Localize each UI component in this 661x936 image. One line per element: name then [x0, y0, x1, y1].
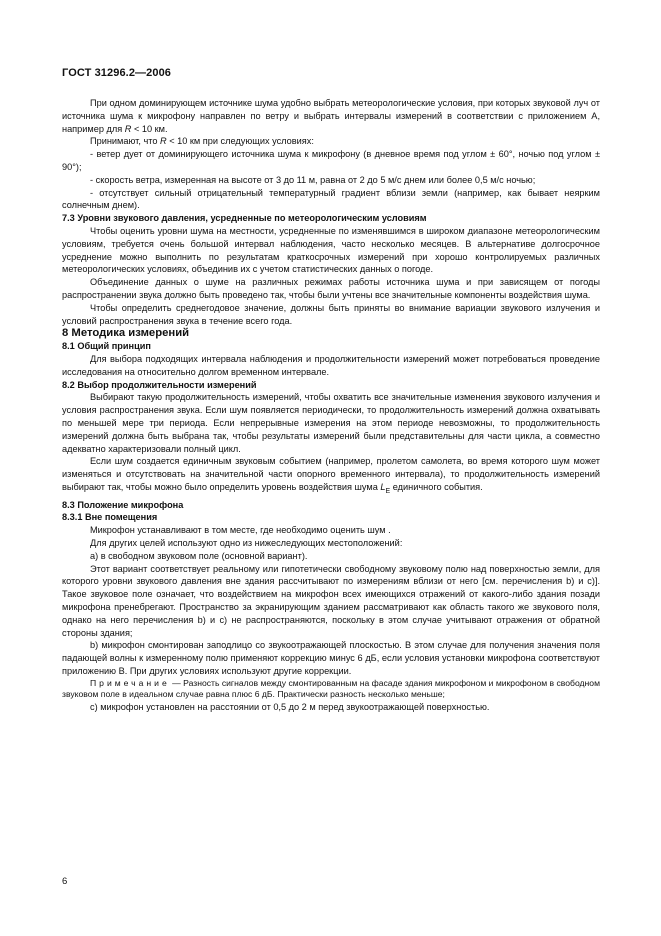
paragraph: Принимают, что R < 10 км при следующих условиях:: [90, 136, 314, 147]
paragraph: Этот вариант соответствует реальному или гипотетически свободному звуковому полю над поверхностью земли, для которого уровни звукового давления вне здания рассчитывают по измерениям вблизи от него [см. перечисления b) и c)]. Такое звуковое поле означает, что воздействием на микрофон всех имеющихся отражений от какого-либо здания позади микрофона пренебрегают. Пространство за экранирующим зданием рассматривают как область такого же звукового поля, однако на него перечисления b) и c) не распространяются, поскольку в этом случае учитывают отражения от обратной стороны здания;: [62, 563, 600, 638]
list-item: с) микрофон установлен на расстоянии от 0,5 до 2 м перед звукоотражающей поверхностью.: [90, 702, 490, 713]
paragraph: Для других целей используют одно из нижеследующих местоположений:: [90, 537, 403, 548]
condition-item: - отсутствует сильный отрицательный температурный градиент вблизи земли (например, как бывает неярким солнечным днем).: [62, 187, 600, 211]
paragraph: При одном доминирующем источнике шума удобно выбрать метеорологические условия, при которых звуковой луч от источника шума к микрофону направлен по ветру и выбрать интервалы измерений в соответствии с приложением А, например для R < 10 км.: [62, 98, 600, 134]
subsection-heading: 8.3.1 Вне помещения: [62, 512, 158, 523]
paragraph: Микрофон устанавливают в том месте, где необходимо оценить шум .: [90, 525, 391, 536]
paragraph: Если шум создается единичным звуковым событием (например, пролетом самолета, во время которого шум может изменяться и отсутствовать на значительной части опорного временного интервала), то продолжительность измерений выбирают так, чтобы можно было определить уровень воздействия шума $L_E$ единичного события.: [62, 456, 600, 495]
list-item: b) микрофон смонтирован заподлицо со звукоотражающей плоскостью. В этом случае для получения значения поля падающей волны к измеренному полю применяют коррекцию минус 6 дБ, если условия установки микрофона соответствуют приложению В. При других условиях используют другие коррекции.: [62, 640, 600, 676]
note: Примечание — Разность сигналов между смонтированным на фасаде здания микрофоном и микрофоном в свободном звуковом поле в идеальном случае равна плюс 6 дБ. Практически разность несколько меньше;: [62, 677, 600, 700]
paragraph: Чтобы оценить уровни шума на местности, усредненные по изменявшимся в широком диапазоне метеорологическим условиям, требуется очень большой интервал наблюдения, часто несколько месяцев. В альтернативе долгосрочное усреднение можно выполнить по результатам краткосрочных измерений при хорошо контролируемых различных метеорологических условиях, объединив их с учетом статистических данных о погоде.: [62, 225, 600, 275]
subsection-heading: 8.2 Выбор продолжительности измерений: [62, 379, 257, 390]
document-body: [62, 97, 600, 714]
list-item: а) в свободном звуковом поле (основной вариант).: [90, 550, 308, 561]
condition-item: - скорость ветра, измеренная на высоте от 3 до 11 м, равна от 2 до 5 м/с днем или более 0,5 м/с ночью;: [90, 174, 536, 185]
subsection-heading: 7.3 Уровни звукового давления, усредненные по метеорологическим условиям: [62, 213, 427, 224]
paragraph: Чтобы определить среднегодовое значение, должны быть приняты во внимание вариации звукового излучения и условий распространения звука в течение всего года.: [62, 302, 600, 326]
subsection-heading: 8.1 Общий принцип: [62, 341, 151, 352]
paragraph: Для выбора подходящих интервала наблюдения и продолжительности измерений может потребоваться проведение исследования на относительно долгом временном интервале.: [62, 353, 600, 377]
note-label: Примечание: [90, 677, 170, 688]
paragraph: Объединение данных о шуме на различных режимах работы источника шума и при зависящем от погоды распространении звука должно быть проведено так, чтобы были учтены все значительные компоненты воздействия шума.: [62, 277, 600, 300]
document-header: ГОСТ 31296.2—2006: [62, 67, 172, 79]
subsection-heading: 8.3 Положение микрофона: [62, 499, 184, 510]
condition-item: - ветер дует от доминирующего источника шума к микрофону (в дневное время под углом ± 60°, ночью под углом ± 90°);: [62, 149, 600, 172]
paragraph: Выбирают такую продолжительность измерений, чтобы охватить все значительные изменения звукового излучения и условия распространения звука. Если шум появляется периодически, то продолжительность измерений должна охватывать по меньшей мере три периода. Если непрерывные измерения на этом периоде невозможны, то продолжительность измерений должна быть выбрана так, чтобы результаты измерений были представительны для части цикла, а совместно адекватно характеризовали полный цикл.: [62, 392, 600, 454]
section-heading: 8 Методика измерений: [62, 327, 190, 340]
page-number: 6: [62, 876, 68, 887]
